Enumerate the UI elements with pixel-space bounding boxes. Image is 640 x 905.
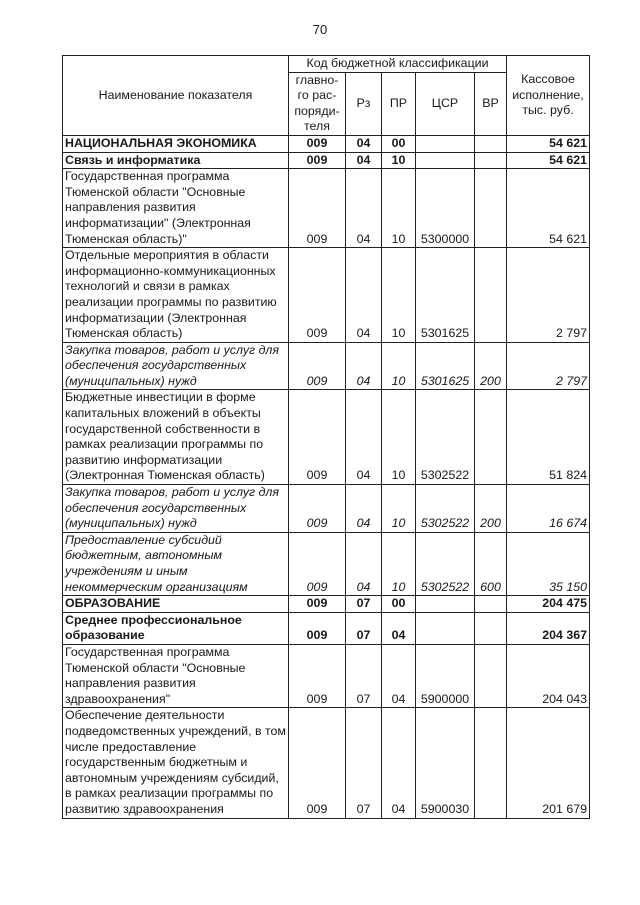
cell-pr: 10 — [382, 532, 416, 595]
cell-pr: 00 — [382, 135, 416, 152]
table-row — [63, 390, 590, 485]
header-admin: главно-го рас-поряди-теля — [289, 72, 346, 135]
cell-csr — [416, 135, 475, 152]
header-vr: ВР — [475, 72, 507, 135]
cell-rz: 04 — [346, 485, 382, 533]
cell-amount: 2 797 — [507, 342, 590, 390]
cell-name: Среднее профессиональное образование — [63, 612, 289, 644]
cell-admin: 009 — [289, 532, 346, 595]
cell-csr — [416, 152, 475, 169]
cell-csr: 5302522 — [416, 532, 475, 595]
cell-amount: 54 621 — [507, 169, 590, 248]
cell-admin: 009 — [289, 390, 346, 485]
cell-pr: 04 — [382, 644, 416, 707]
cell-csr — [416, 596, 475, 613]
cell-vr — [475, 596, 507, 613]
cell-pr: 10 — [382, 342, 416, 390]
cell-rz: 07 — [346, 612, 382, 644]
table-row — [63, 596, 590, 613]
cell-amount: 51 824 — [507, 390, 590, 485]
table-row — [63, 485, 590, 533]
cell-amount: 204 367 — [507, 612, 590, 644]
cell-vr — [475, 708, 507, 818]
cell-csr — [416, 612, 475, 644]
cell-admin: 009 — [289, 135, 346, 152]
table-row — [63, 708, 590, 818]
cell-vr — [475, 169, 507, 248]
cell-vr — [475, 390, 507, 485]
cell-csr: 5900030 — [416, 708, 475, 818]
cell-vr: 600 — [475, 532, 507, 595]
cell-pr: 04 — [382, 708, 416, 818]
cell-amount: 35 150 — [507, 532, 590, 595]
cell-admin: 009 — [289, 612, 346, 644]
header-amount: Кассовое исполнение, тыс. руб. — [507, 56, 590, 136]
cell-csr: 5302522 — [416, 390, 475, 485]
cell-pr: 10 — [382, 169, 416, 248]
cell-pr: 10 — [382, 152, 416, 169]
cell-pr: 10 — [382, 485, 416, 533]
cell-name: Государственная программа Тюменской области "Основные направления развития информатизации" (Электронная Тюменская область)" — [63, 169, 289, 248]
table-body — [63, 135, 590, 818]
header-pr: ПР — [382, 72, 416, 135]
cell-amount: 2 797 — [507, 248, 590, 343]
header-name: Наименование показателя — [63, 56, 289, 136]
cell-admin: 009 — [289, 644, 346, 707]
page-number: 70 — [312, 22, 328, 37]
cell-amount: 16 674 — [507, 485, 590, 533]
cell-rz: 04 — [346, 532, 382, 595]
header-rz: Рз — [346, 72, 382, 135]
table-row — [63, 152, 590, 169]
cell-csr: 5301625 — [416, 342, 475, 390]
cell-name: Государственная программа Тюменской области "Основные направления развития здравоохранения" — [63, 644, 289, 707]
cell-name: Предоставление субсидий бюджетным, автономным учреждениям и иным некоммерческим организациям — [63, 532, 289, 595]
cell-admin: 009 — [289, 248, 346, 343]
cell-rz: 04 — [346, 342, 382, 390]
cell-vr — [475, 248, 507, 343]
cell-admin: 009 — [289, 596, 346, 613]
cell-name: Закупка товаров, работ и услуг для обеспечения государственных (муниципальных) нужд — [63, 342, 289, 390]
header-csr: ЦСР — [416, 72, 475, 135]
cell-csr: 5301625 — [416, 248, 475, 343]
cell-name: Связь и информатика — [63, 152, 289, 169]
cell-rz: 04 — [346, 248, 382, 343]
cell-admin: 009 — [289, 708, 346, 818]
header-budget-code: Код бюджетной классификации — [289, 56, 507, 73]
cell-vr — [475, 644, 507, 707]
cell-rz: 04 — [346, 152, 382, 169]
cell-amount: 201 679 — [507, 708, 590, 818]
cell-vr — [475, 612, 507, 644]
cell-amount: 54 621 — [507, 135, 590, 152]
cell-admin: 009 — [289, 342, 346, 390]
cell-rz: 04 — [346, 135, 382, 152]
cell-pr: 00 — [382, 596, 416, 613]
cell-name: Обеспечение деятельности подведомственных учреждений, в том числе предоставление государственным бюджетным и автономным учреждениям субсидий, в рамках реализации программы по развитию здравоохранения — [63, 708, 289, 818]
cell-admin: 009 — [289, 152, 346, 169]
table-row — [63, 612, 590, 644]
table-row — [63, 342, 590, 390]
cell-rz: 04 — [346, 390, 382, 485]
cell-pr: 10 — [382, 390, 416, 485]
cell-pr: 04 — [382, 612, 416, 644]
table-row — [63, 248, 590, 343]
budget-execution-table — [62, 55, 590, 819]
table-row — [63, 169, 590, 248]
cell-vr — [475, 135, 507, 152]
cell-csr: 5300000 — [416, 169, 475, 248]
cell-admin: 009 — [289, 169, 346, 248]
cell-admin: 009 — [289, 485, 346, 533]
cell-vr — [475, 152, 507, 169]
cell-pr: 10 — [382, 248, 416, 343]
cell-rz: 04 — [346, 169, 382, 248]
cell-rz: 07 — [346, 708, 382, 818]
table-row — [63, 135, 590, 152]
cell-rz: 07 — [346, 644, 382, 707]
cell-vr: 200 — [475, 485, 507, 533]
cell-amount: 204 475 — [507, 596, 590, 613]
table-row — [63, 532, 590, 595]
cell-name: Отдельные мероприятия в области информационно-коммуникационных технологий и связи в рамках реализации программы по развитию информатизации (Электронная Тюменская область) — [63, 248, 289, 343]
cell-vr: 200 — [475, 342, 507, 390]
cell-amount: 54 621 — [507, 152, 590, 169]
table-row — [63, 644, 590, 707]
cell-name: ОБРАЗОВАНИЕ — [63, 596, 289, 613]
cell-csr: 5302522 — [416, 485, 475, 533]
cell-name: НАЦИОНАЛЬНАЯ ЭКОНОМИКА — [63, 135, 289, 152]
cell-amount: 204 043 — [507, 644, 590, 707]
cell-rz: 07 — [346, 596, 382, 613]
cell-name: Закупка товаров, работ и услуг для обеспечения государственных (муниципальных) нужд — [63, 485, 289, 533]
cell-csr: 5900000 — [416, 644, 475, 707]
cell-name: Бюджетные инвестиции в форме капитальных вложений в объекты государственной собственности в рамках реализации программы по развитию информатизации (Электронная Тюменская область) — [63, 390, 289, 485]
